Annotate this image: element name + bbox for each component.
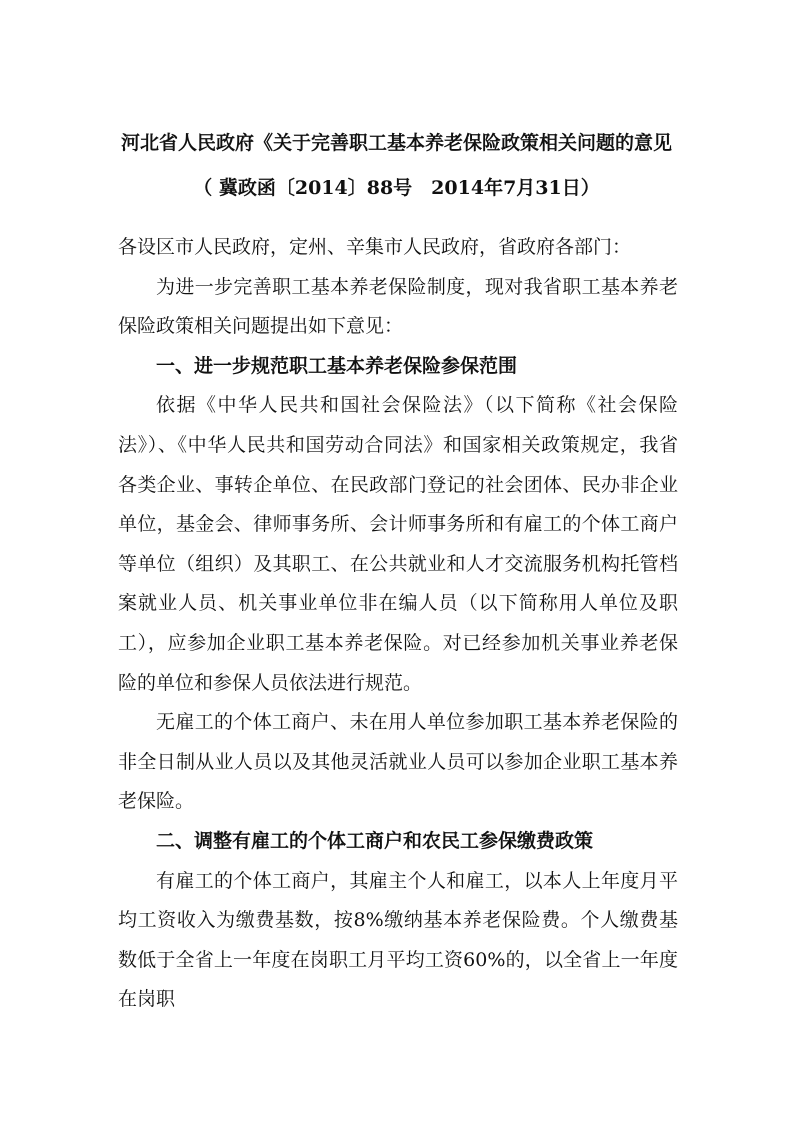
intro-paragraph: 为进一步完善职工基本养老保险制度，现对我省职工基本养老保险政策相关问题提出如下意见： [118, 275, 678, 338]
section-1-heading: 一、进一步规范职工基本养老保险参保范围 [156, 354, 518, 377]
document-subtitle: （ 冀政函〔2014〕88号 2014年7月31日） [193, 177, 600, 199]
section-1-paragraph-1: 依据《中华人民共和国社会保险法》（以下简称《社会保险法》）、《中华人民共和国劳动合同法》和国家相关政策规定，我省各类企业、事转企单位、在民政部门登记的社会团体、民办非企业单位，基金会、律师事务所、会计师事务所和有雇工的个体工商户等单位（组织）及其职工、在公共就业和人才交流服务机构托管档案就业人员、机关事业单位非在编人员（以下简称用人单位及职工），应参加企业职工基本养老保险。对已经参加机关事业养老保险的单位和参保人员依法进行规范。 [118, 394, 678, 694]
document-title: 河北省人民政府《关于完善职工基本养老保险政策相关问题的意见 [120, 132, 672, 154]
section-2-paragraph-1: 有雇工的个体工商户，其雇主个人和雇工，以本人上年度月平均工资收入为缴费基数，按8%缴纳基本养老保险费。个人缴费基数低于全省上一年度在岗职工月平均工资60%的，以全省上一年度在岗职 [118, 869, 678, 1011]
salutation: 各设区市人民政府，定州、辛集市人民政府，省政府各部门： [118, 236, 632, 258]
document-body [118, 228, 678, 1020]
section-2-heading: 二、调整有雇工的个体工商户和农民工参保缴费政策 [156, 829, 594, 852]
section-1-paragraph-2: 无雇工的个体工商户、未在用人单位参加职工基本养老保险的非全日制从业人员以及其他灵活就业人员可以参加企业职工基本养老保险。 [118, 711, 678, 813]
